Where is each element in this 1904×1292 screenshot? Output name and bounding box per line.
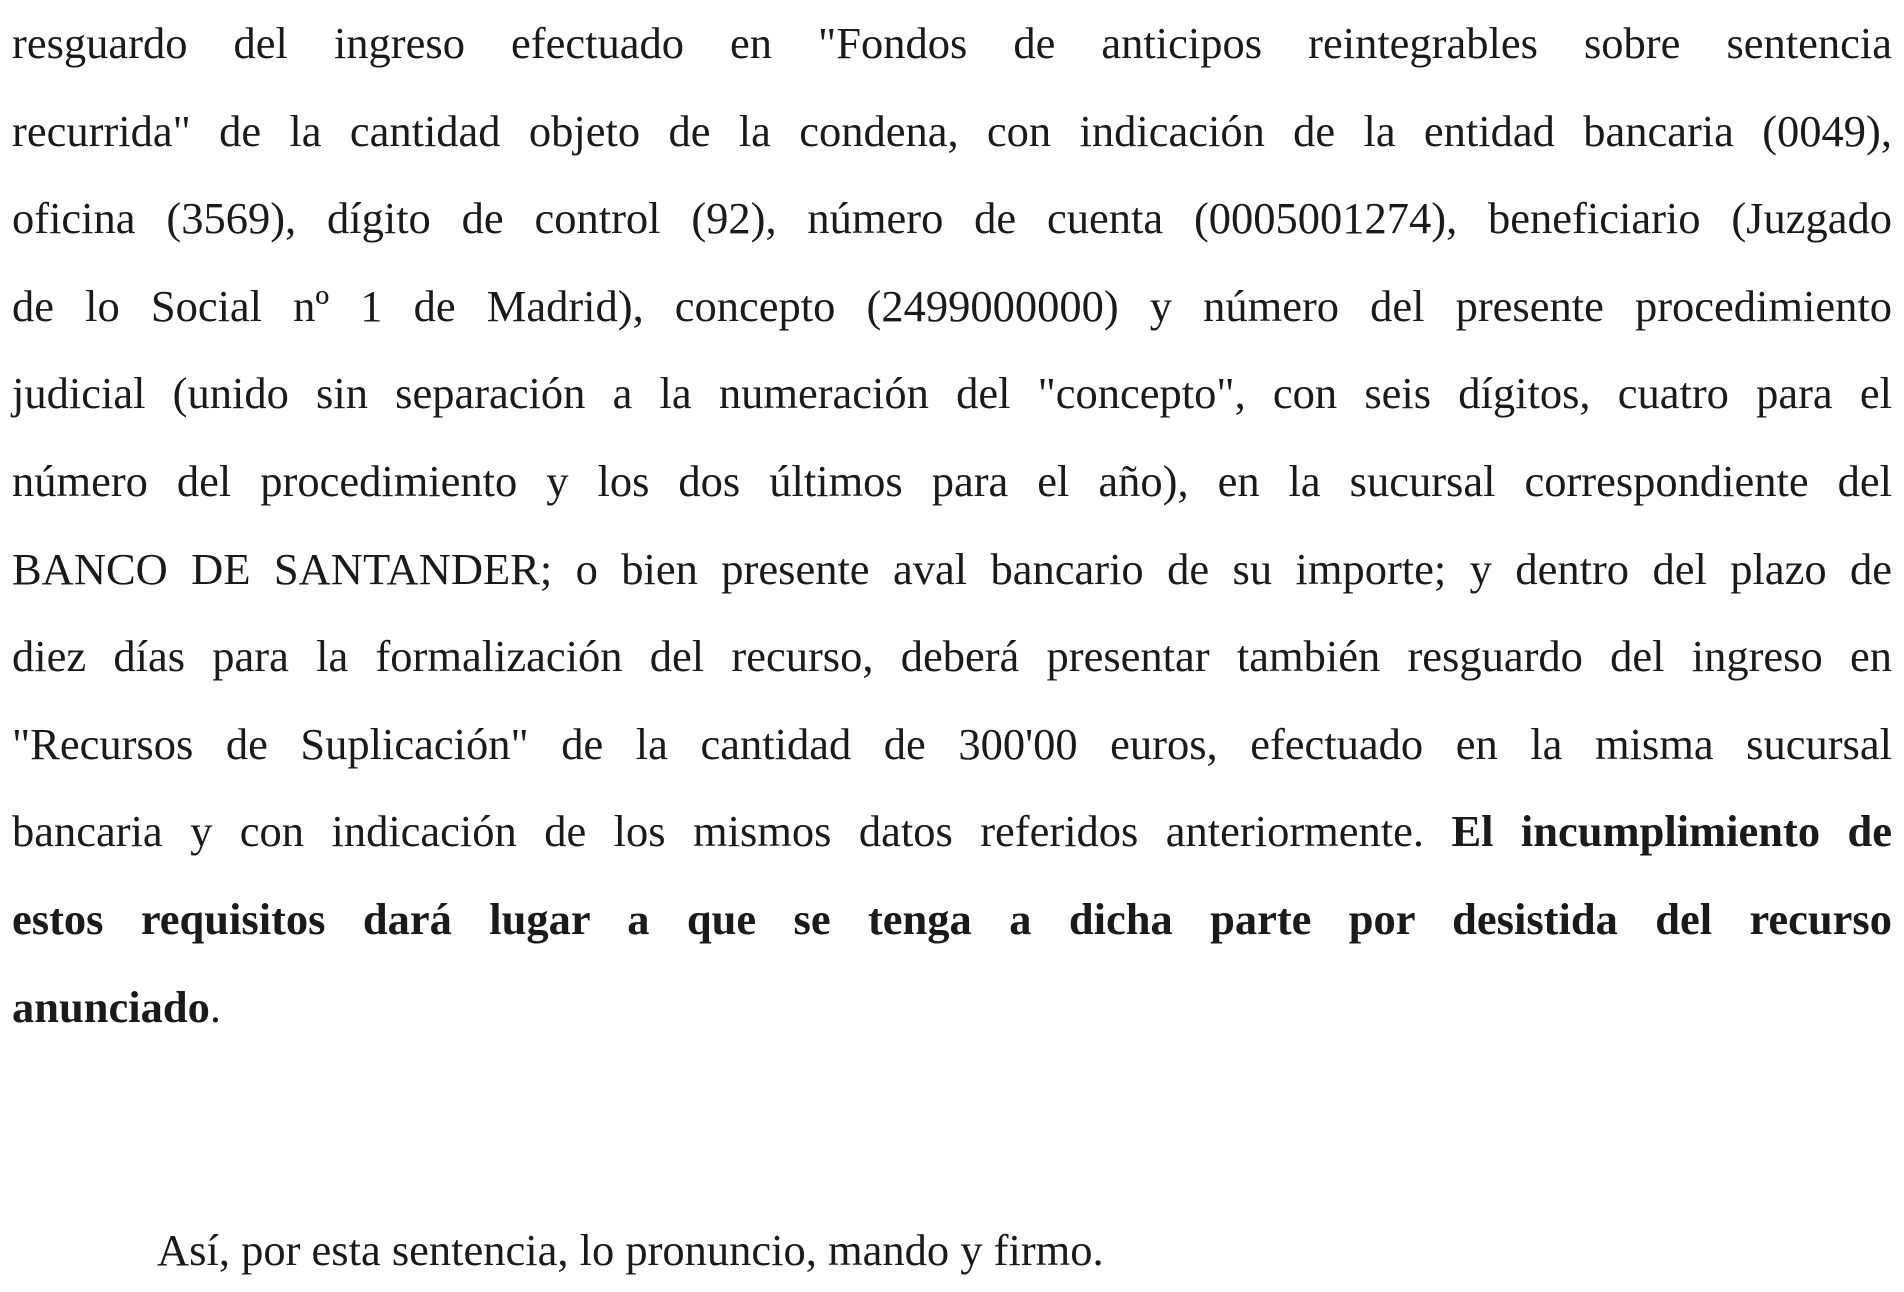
text-line-9: "Recursos de Suplicación" de la cantidad de 300'00 euros, efectuado en la misma sucursal (12, 718, 1892, 769)
line-12-regular-text: . (209, 981, 221, 1032)
line-10-regular-text: bancaria y con indicación de los mismos datos referidos anteriormente. (12, 806, 1452, 857)
text-line-6: número del procedimiento y los dos últimos para el año), en la sucursal correspondiente del (12, 455, 1892, 506)
text-line-10 (12, 788, 1892, 876)
text-line-7: BANCO DE SANTANDER; o bien presente aval bancario de su importe; y dentro del plazo de (12, 543, 1892, 594)
text-line-4: de lo Social nº 1 de Madrid), concepto (2499000000) y número del presente procedimiento (12, 280, 1892, 331)
closing-statement: Así, por esta sentencia, lo pronuncio, mando y firmo. (157, 1225, 1104, 1275)
text-line-1: resguardo del ingreso efectuado en "Fondos de anticipos reintegrables sobre sentencia (12, 18, 1892, 68)
body-paragraph (12, 0, 1892, 1051)
text-line-5: judicial (unido sin separación a la numeración del "concepto", con seis dígitos, cuatro para el (12, 368, 1892, 419)
text-line-2: recurrida" de la cantidad objeto de la condena, con indicación de la entidad bancaria (0049), (12, 105, 1892, 156)
text-line-8: diez días para la formalización del recurso, deberá presentar también resguardo del ingreso en (12, 631, 1892, 682)
line-10-bold-text: El incumplimiento de (1451, 806, 1892, 857)
line-12-bold-text: anunciado (12, 981, 210, 1032)
text-line-3: oficina (3569), dígito de control (92), número de cuenta (0005001274), beneficiario (Juzgado (12, 193, 1892, 244)
text-line-11: estos requisitos dará lugar a que se tenga a dicha parte por desistida del recurso (12, 893, 1892, 944)
text-line-12 (12, 964, 1892, 1052)
